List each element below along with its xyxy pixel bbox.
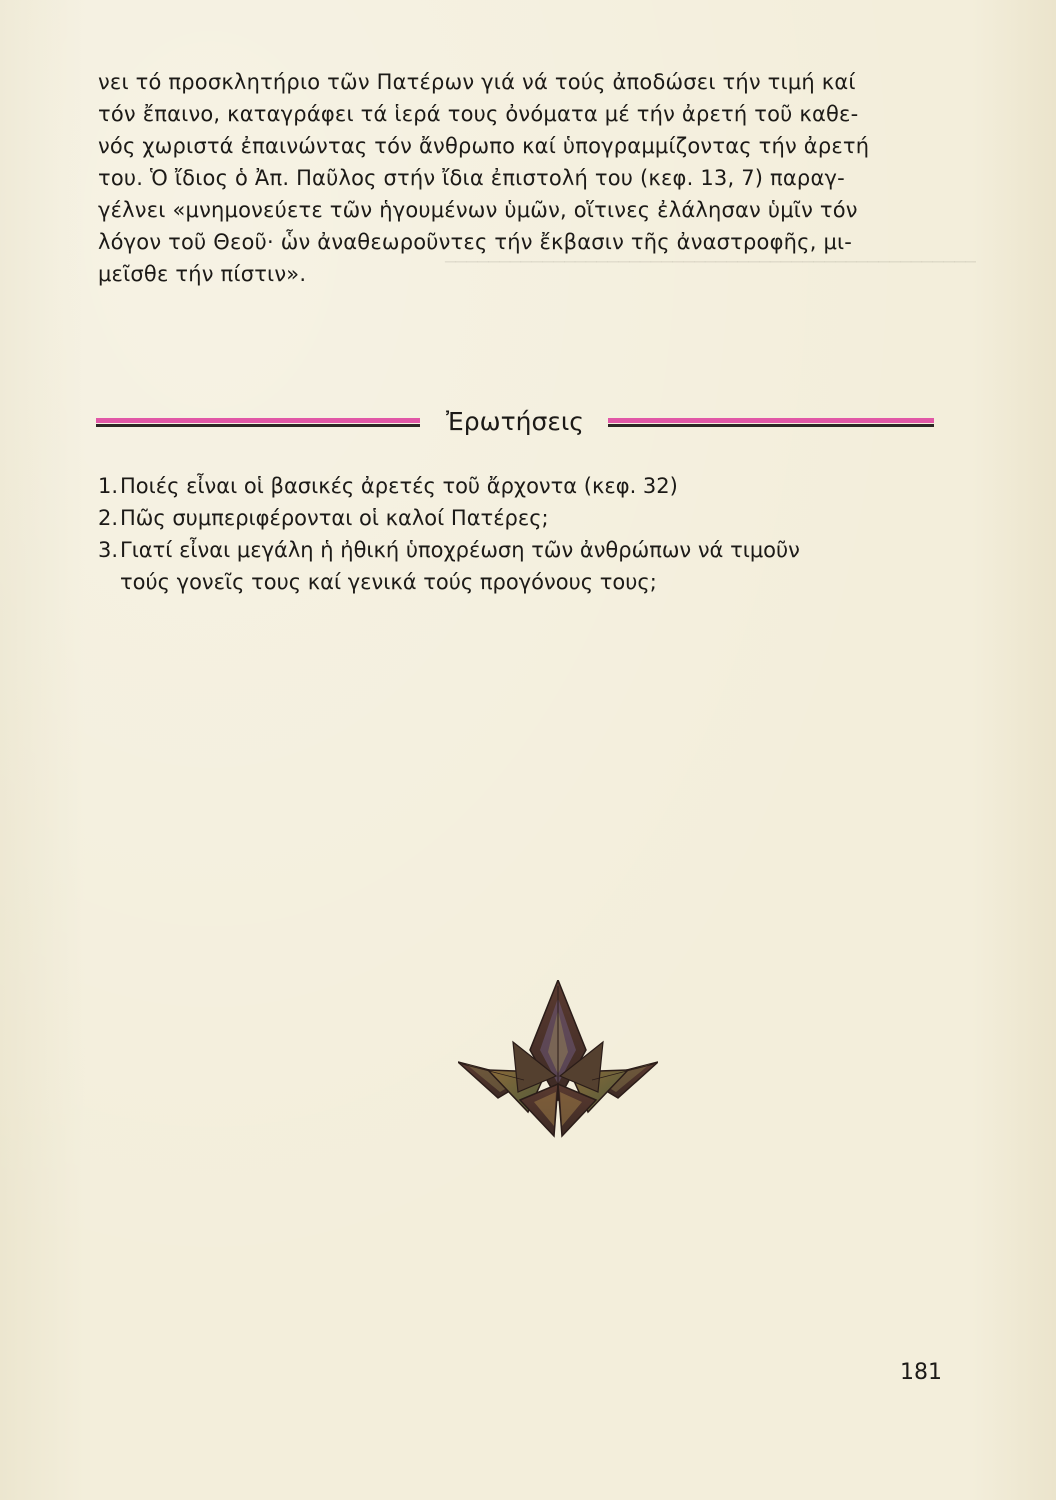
question-number: 3.	[98, 538, 119, 562]
paragraph-line: νει τό προσκλητήριο τῶν Πατέρων γιά νά τούς ἀποδώσει τήν τιμή καί	[98, 70, 856, 94]
question-text: τούς γονεῖς τους καί γενικά τούς προγόνους τους;	[120, 570, 657, 594]
question-text: Ποιές εἶναι οἱ βασικές ἀρετές τοῦ ἄρχοντα (κεφ. 32)	[120, 474, 678, 498]
question-text: Γιατί εἶναι μεγάλη ἡ ἠθική ὑποχρέωση τῶν ἀνθρώπων νά τιμοῦν	[120, 538, 800, 562]
body-paragraph	[98, 66, 938, 290]
page-number: 181	[900, 1360, 942, 1385]
question-text: Πῶς συμπεριφέρονται οἱ καλοί Πατέρες;	[120, 506, 549, 530]
paragraph-line: του. Ὁ ἴδιος ὁ Ἀπ. Παῦλος στήν ἴδια ἐπιστολή του (κεφ. 13, 7) παραγ-	[98, 166, 845, 190]
leaf-ornament-icon	[458, 980, 658, 1140]
paragraph-line: λόγον τοῦ Θεοῦ· ὧν ἀναθεωροῦντες τήν ἔκβασιν τῆς ἀναστροφῆς, μι-	[98, 230, 853, 254]
question-item	[98, 502, 938, 534]
question-item	[98, 534, 938, 598]
show-through-text: ─────────────────────────────────────────────────	[444, 252, 976, 273]
section-header	[96, 404, 936, 444]
paragraph-line: γέλνει «μνημονεύετε τῶν ἡγουμένων ὑμῶν, οἵτινες ἐλάλησαν ὑμῖν τόν	[98, 198, 858, 222]
question-list	[98, 470, 938, 598]
question-item	[98, 470, 938, 502]
paragraph-line: νός χωριστά ἐπαινώντας τόν ἄνθρωπο καί ὑπογραμμίζοντας τήν ἀρετή	[98, 134, 870, 158]
question-number: 2.	[98, 506, 119, 530]
heading-rule-right	[608, 418, 934, 430]
question-number: 1.	[98, 474, 119, 498]
section-heading: Ἐρωτήσεις	[446, 407, 584, 436]
paragraph-line: μεῖσθε τήν πίστιν».	[98, 262, 307, 286]
heading-rule-left	[96, 418, 420, 430]
paragraph-line: τόν ἔπαινο, καταγράφει τά ἱερά τους ὀνόματα μέ τήν ἀρετή τοῦ καθε-	[98, 102, 859, 126]
